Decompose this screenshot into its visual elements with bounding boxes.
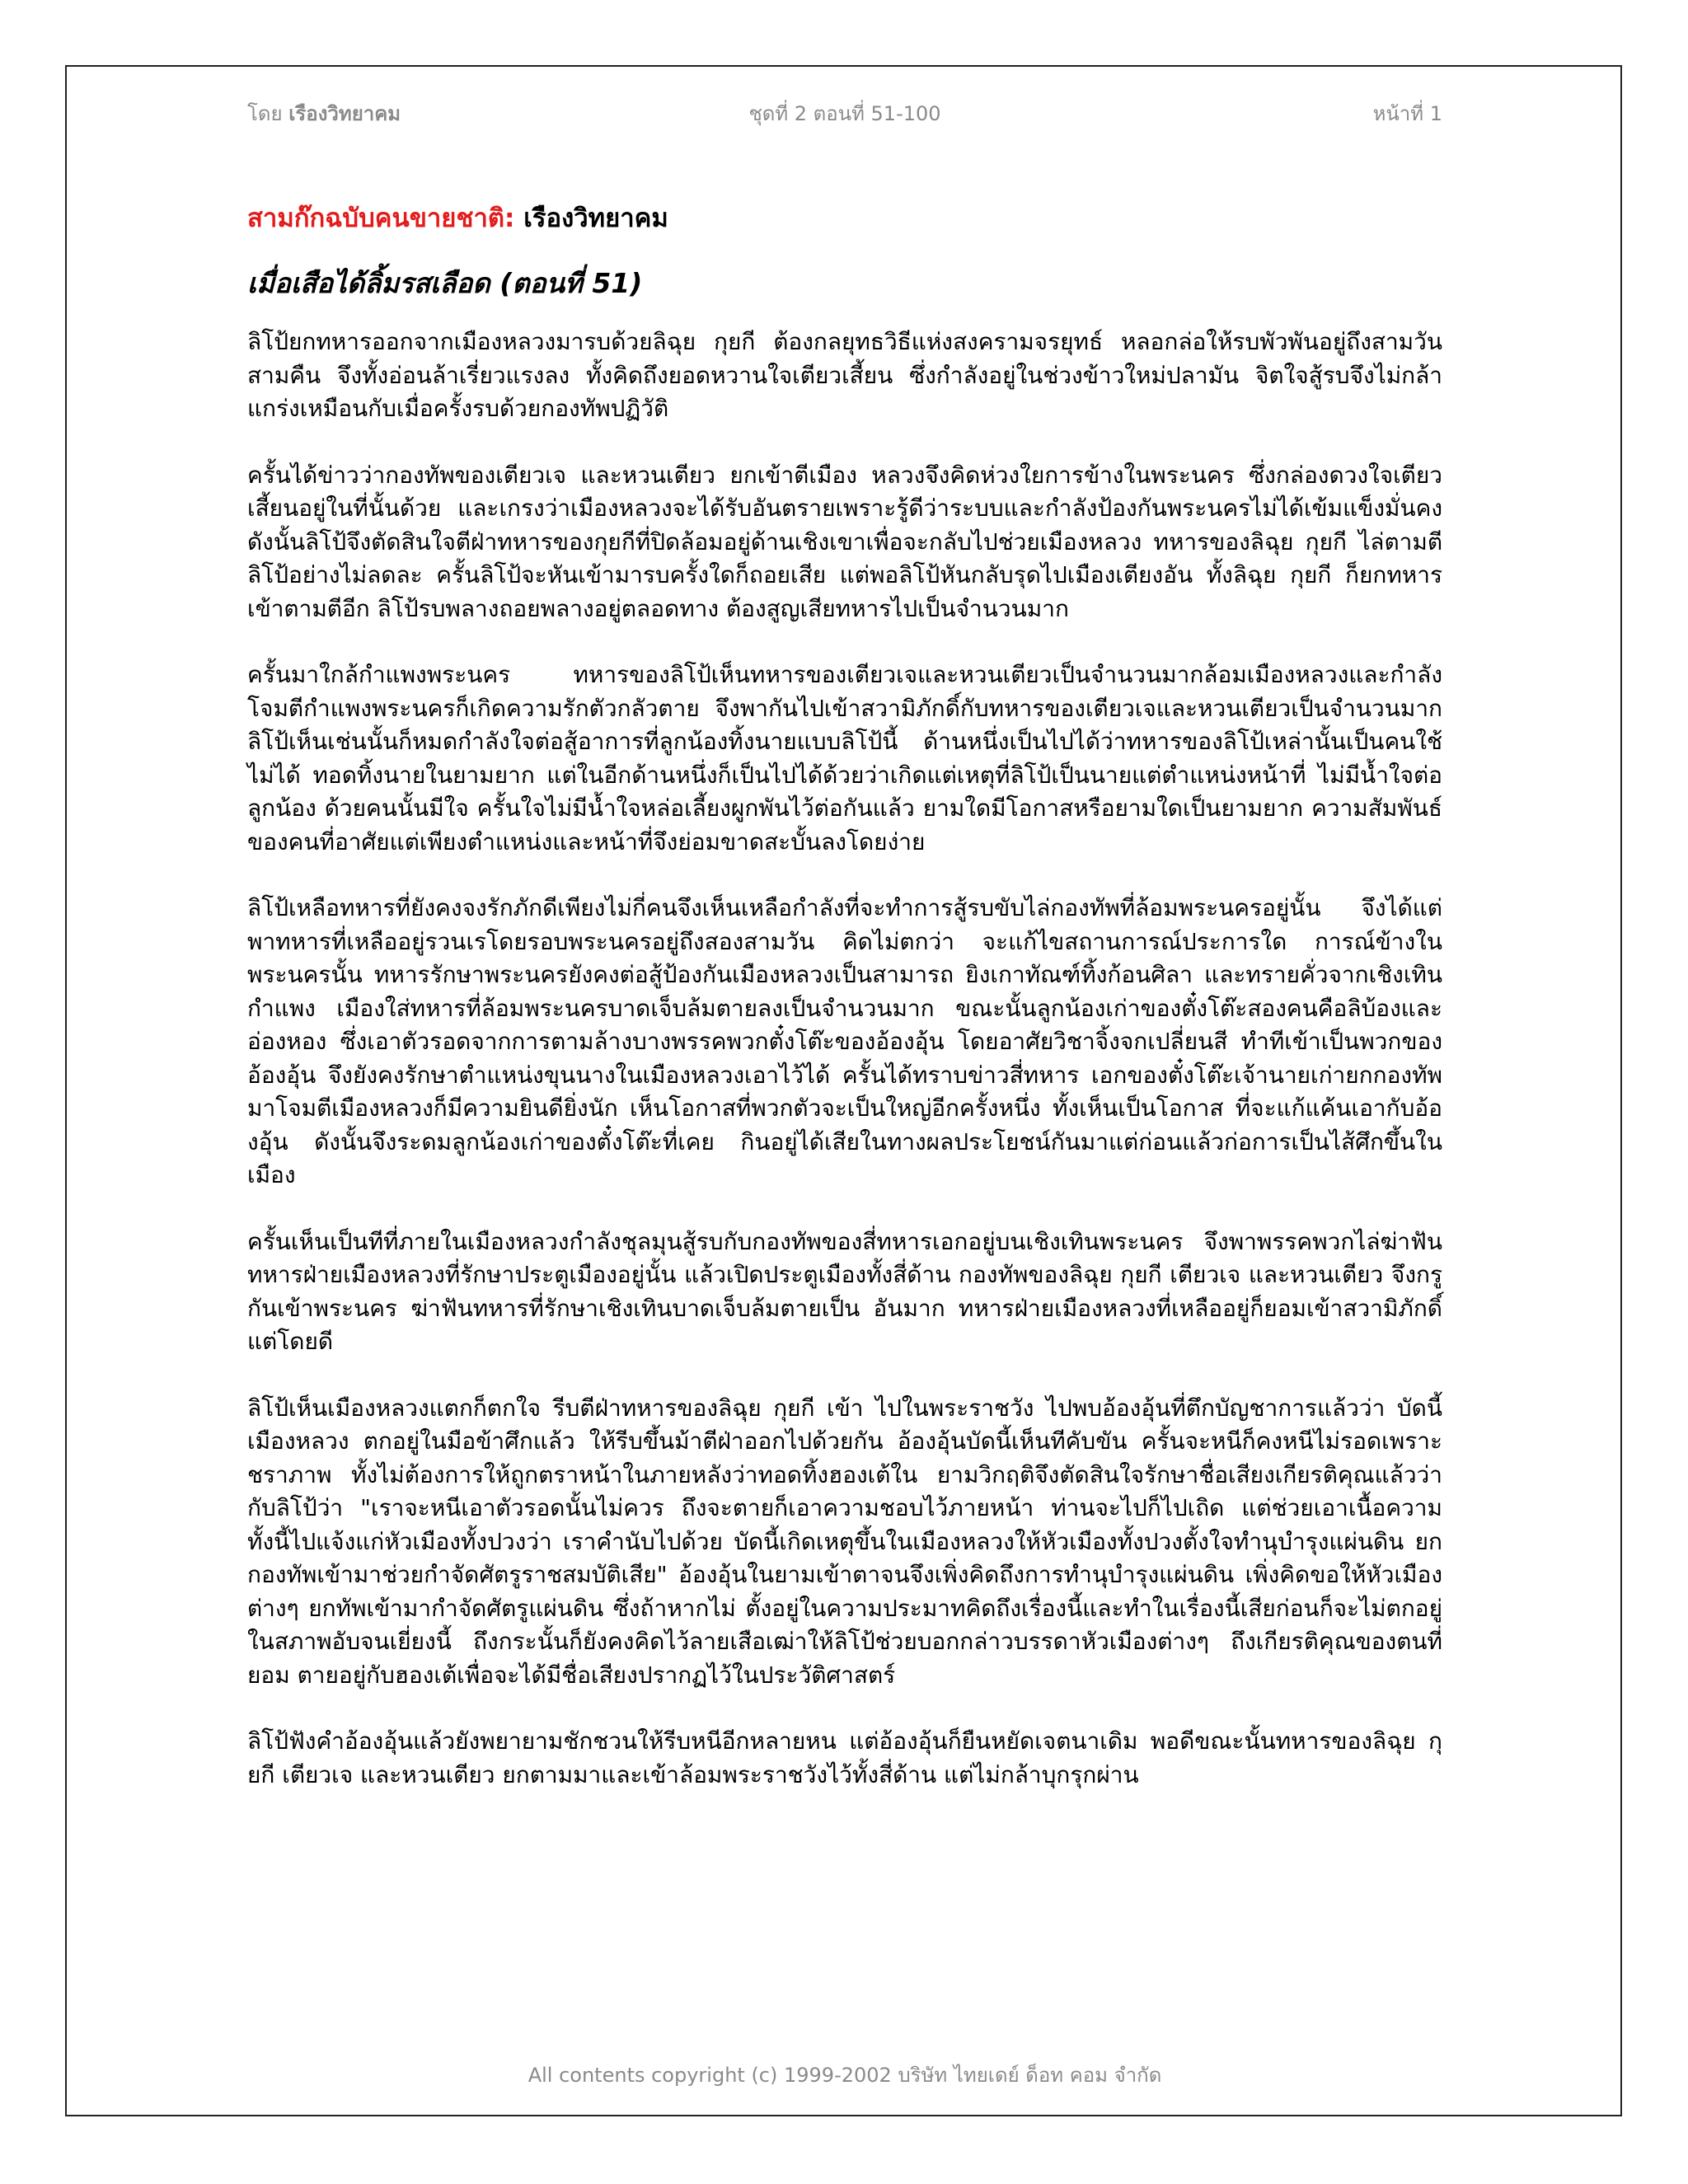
header-author-name: เรืองวิทยาคม [288,102,401,125]
document-body [247,202,1442,1825]
paragraph-7: ลิโป้ฟังคำอ้องอุ้นแล้วยังพยายามชักชวนให้รีบหนีอีกหลายหน แต่อ้องอุ้นก็ยืนหยัดเจตนาเดิม พอดีขณะนั้นทหารของลิฉุย กุยกี เตียวเจ และหวนเตียว ยกตามมาและเข้าล้อมพระราชวังไว้ทั้งสี่ด้าน แต่ไม่กล้าบุกรุกผ่าน [247,1727,1442,1788]
paragraph-5: ครั้นเห็นเป็นทีที่ภายในเมืองหลวงกำลังชุลมุนสู้รบกับกองทัพของสี่ทหารเอกอยู่บนเชิงเทินพระนคร จึงพาพรรคพวกไล่ฆ่าฟันทหารฝ่ายเมืองหลวงที่รักษาประตูเมืองอยู่นั้น แล้วเปิดประตูเมืองทั้งสี่ด้าน กองทัพของลิฉุย กุยกี เตียวเจ และหวนเตียว จึงกรูกันเข้าพระนคร ฆ่าฟันทหารที่รักษาเชิงเทินบาดเจ็บล้มตายเป็น อันมาก ทหารฝ่ายเมืองหลวงที่เหลืออยู่ก็ยอมเข้าสวามิภักดิ์แต่โดยดี [247,1227,1442,1355]
header-by-label: โดย [247,102,283,125]
running-header [247,97,1442,130]
title-author: เรืองวิทยาคม [523,204,668,233]
paragraph-3: ครั้นมาใกล้กำแพงพระนคร ทหารของลิโป้เห็นทหารของเตียวเจและหวนเตียวเป็นจำนวนมากล้อมเมืองหลวงและกำลังโจมตีกำแพงพระนครก็เกิดความรักตัวกลัวตาย จึงพากันไปเข้าสวามิภักดิ์กับทหารของเตียวเจและหวนเตียวเป็นจำนวนมาก ลิโป้เห็นเช่นนั้นก็หมดกำลังใจต่อสู้อาการที่ลูกน้องทิ้งนายแบบลิโป้นี้ ด้านหนึ่งเป็นไปได้ว่าทหารของลิโป้เหล่านั้นเป็นคนใช้ไม่ได้ ทอดทิ้งนายในยามยาก แต่ในอีกด้านหนึ่งก็เป็นไปได้ด้วยว่าเกิดแต่เหตุที่ลิโป้เป็นนายแต่ตำแหน่งหน้าที่ ไม่มีน้ำใจต่อลูกน้อง ด้วยคนนั้นมีใจ ครั้นใจไม่มีน้ำใจหล่อเลี้ยงผูกพันไว้ต่อกันแล้ว ยามใดมีโอกาสหรือยามใดเป็นยามยาก ความสัมพันธ์ของคนที่อาศัยแต่เพียงตำแหน่งและหน้าที่จึงย่อมขาดสะบั้นลงโดยง่าย [247,661,1442,855]
paragraph-2: ครั้นได้ข่าวว่ากองทัพของเตียวเจ และหวนเตียว ยกเข้าตีเมือง หลวงจึงคิดห่วงใยการข้างในพระนคร ซึ่งกล่องดวงใจเตียวเสี้ยนอยู่ในที่นั้นด้วย และเกรงว่าเมืองหลวงจะได้รับอันตรายเพราะรู้ดีว่าระบบและกำลังป้องกันพระนครไม่ได้เข้มแข็งมั่นคง ดังนั้นลิโป้จึงตัดสินใจตีฝ่าทหารของกุยกีที่ปิดล้อมอยู่ด้านเชิงเขาเพื่อจะกลับไปช่วยเมืองหลวง ทหารของลิฉุย กุยกี ไล่ตามตีลิโป้อย่างไม่ลดละ ครั้นลิโป้จะหันเข้ามารบครั้งใดก็ถอยเสีย แต่พอลิโป้หันกลับรุดไปเมืองเตียงอัน ทั้งลิฉุย กุยกี ก็ยกทหารเข้าตามตีอีก ลิโป้รบพลางถอยพลางอยู่ตลอดทาง ต้องสูญเสียทหารไปเป็นจำนวนมาก [247,461,1442,622]
header-series: ชุดที่ 2 ตอนที่ 51-100 [748,102,941,125]
copyright-footer: All contents copyright (c) 1999-2002 บริษัท ไทยเดย์ ด็อท คอม จำกัด [528,2064,1162,2087]
document-title [247,202,1442,235]
paragraph-4: ลิโป้เหลือทหารที่ยังคงจงรักภักดีเพียงไม่กี่คนจึงเห็นเหลือกำลังที่จะทำการสู้รบขับไล่กองทัพที่ล้อมพระนครอยู่นั้น จึงได้แต่พาทหารที่เหลืออยู่รวนเรโดยรอบพระนครอยู่ถึงสองสามวัน คิดไม่ตกว่า จะแก้ไขสถานการณ์ประการใด การณ์ข้างในพระนครนั้น ทหารรักษาพระนครยังคงต่อสู้ป้องกันเมืองหลวงเป็นสามารถ ยิงเกาทัณฑ์ทิ้งก้อนศิลา และทรายคั่วจากเชิงเทินกำแพง เมืองใส่ทหารที่ล้อมพระนครบาดเจ็บล้มตายลงเป็นจำนวนมาก ขณะนั้นลูกน้องเก่าของตั๋งโต๊ะสองคนคือลิบ้องและอ่องหอง ซึ่งเอาตัวรอดจากการตามล้างบางพรรคพวกตั๋งโต๊ะของอ้องอุ้น โดยอาศัยวิชาจิ้งจกเปลี่ยนสี ทำทีเข้าเป็นพวกของอ้องอุ้น จึงยังคงรักษาตำแหน่งขุนนางในเมืองหลวงเอาไว้ได้ ครั้นได้ทราบข่าวสี่ทหาร เอกของตั๋งโต๊ะเจ้านายเก่ายกกองทัพมาโจมตีเมืองหลวงก็มีความยินดียิ่งนัก เห็นโอกาสที่พวกตัวจะเป็นใหญ่อีกครั้งหนึ่ง ทั้งเห็นเป็นโอกาส ที่จะแก้แค้นเอากับอ้องอุ้น ดังนั้นจึงระดมลูกน้องเก่าของตั๋งโต๊ะที่เคย กินอยู่ได้เสียในทางผลประโยชน์กันมาแต่ก่อนแล้วก่อการเป็นไส้ศึกขึ้นในเมือง [247,894,1442,1188]
paragraph-6: ลิโป้เห็นเมืองหลวงแตกก็ตกใจ รีบตีฝ่าทหารของลิฉุย กุยกี เข้า ไปในพระราชวัง ไปพบอ้องอุ้นที่ตึกบัญชาการแล้วว่า บัดนี้เมืองหลวง ตกอยู่ในมือข้าศึกแล้ว ให้รีบขึ้นม้าตีฝ่าออกไปด้วยกัน อ้องอุ้นบัดนี้เห็นทีคับขัน ครั้นจะหนีก็คงหนีไม่รอดเพราะชราภาพ ทั้งไม่ต้องการให้ถูกตราหน้าในภายหลังว่าทอดทิ้งฮองเต้ใน ยามวิกฤติจึงตัดสินใจรักษาชื่อเสียงเกียรติคุณแล้วว่ากับลิโป้ว่า "เราจะหนีเอาตัวรอดนั้นไม่ควร ถึงจะตายก็เอาความชอบไว้ภายหน้า ท่านจะไปก็ไปเถิด แต่ช่วยเอาเนื้อความทั้งนี้ไปแจ้งแก่หัวเมืองทั้งปวงว่า เราคำนับไปด้วย บัดนี้เกิดเหตุขึ้นในเมืองหลวงให้หัวเมืองทั้งปวงตั้งใจทำนุบำรุงแผ่นดิน ยกกองทัพเข้ามาช่วยกำจัดศัตรูราชสมบัติเสีย" อ้องอุ้นในยามเข้าตาจนจึงเพิ่งคิดถึงการทำนุบำรุงแผ่นดิน เพิ่งคิดขอให้หัวเมืองต่างๆ ยกทัพเข้ามากำจัดศัตรูแผ่นดิน ซึ่งถ้าหากไม่ ตั้งอยู่ในความประมาทคิดถึงเรื่องนี้และทำในเรื่องนี้เสียก่อนก็จะไม่ตกอยู่ในสภาพอับจนเยี่ยงนี้ ถึงกระนั้นก็ยังคงคิดไว้ลายเสือเฒ่าให้ลิโป้ช่วยบอกกล่าวบรรดาหัวเมืองต่างๆ ถึงเกียรติคุณของตนที่ยอม ตายอยู่กับฮองเต้เพื่อจะได้มีชื่อเสียงปรากฏไว้ในประวัติศาสตร์ [247,1394,1442,1689]
chapter-title: เมื่อเสือได้ลิ้มรสเลือด (ตอนที่ 51) [247,267,643,299]
header-page-number: หน้าที่ 1 [1372,102,1442,125]
paragraph-1: ลิโป้ยกทหารออกจากเมืองหลวงมารบด้วยลิฉุย กุยกี ต้องกลยุทธวิธีแห่งสงครามจรยุทธ์ หลอกล่อให้รบพัวพันอยู่ถึงสามวันสามคืน จึงทั้งอ่อนล้าเรี่ยวแรงลง ทั้งคิดถึงยอดหวานใจเตียวเสี้ยน ซึ่งกำลังอยู่ในช่วงข้าวใหม่ปลามัน จิตใจสู้รบจึงไม่กล้าแกร่งเหมือนกับเมื่อครั้งรบด้วยกองทัพปฏิวัติ [247,328,1442,422]
book-title: สามก๊กฉบับคนขายชาติ: [247,204,515,233]
